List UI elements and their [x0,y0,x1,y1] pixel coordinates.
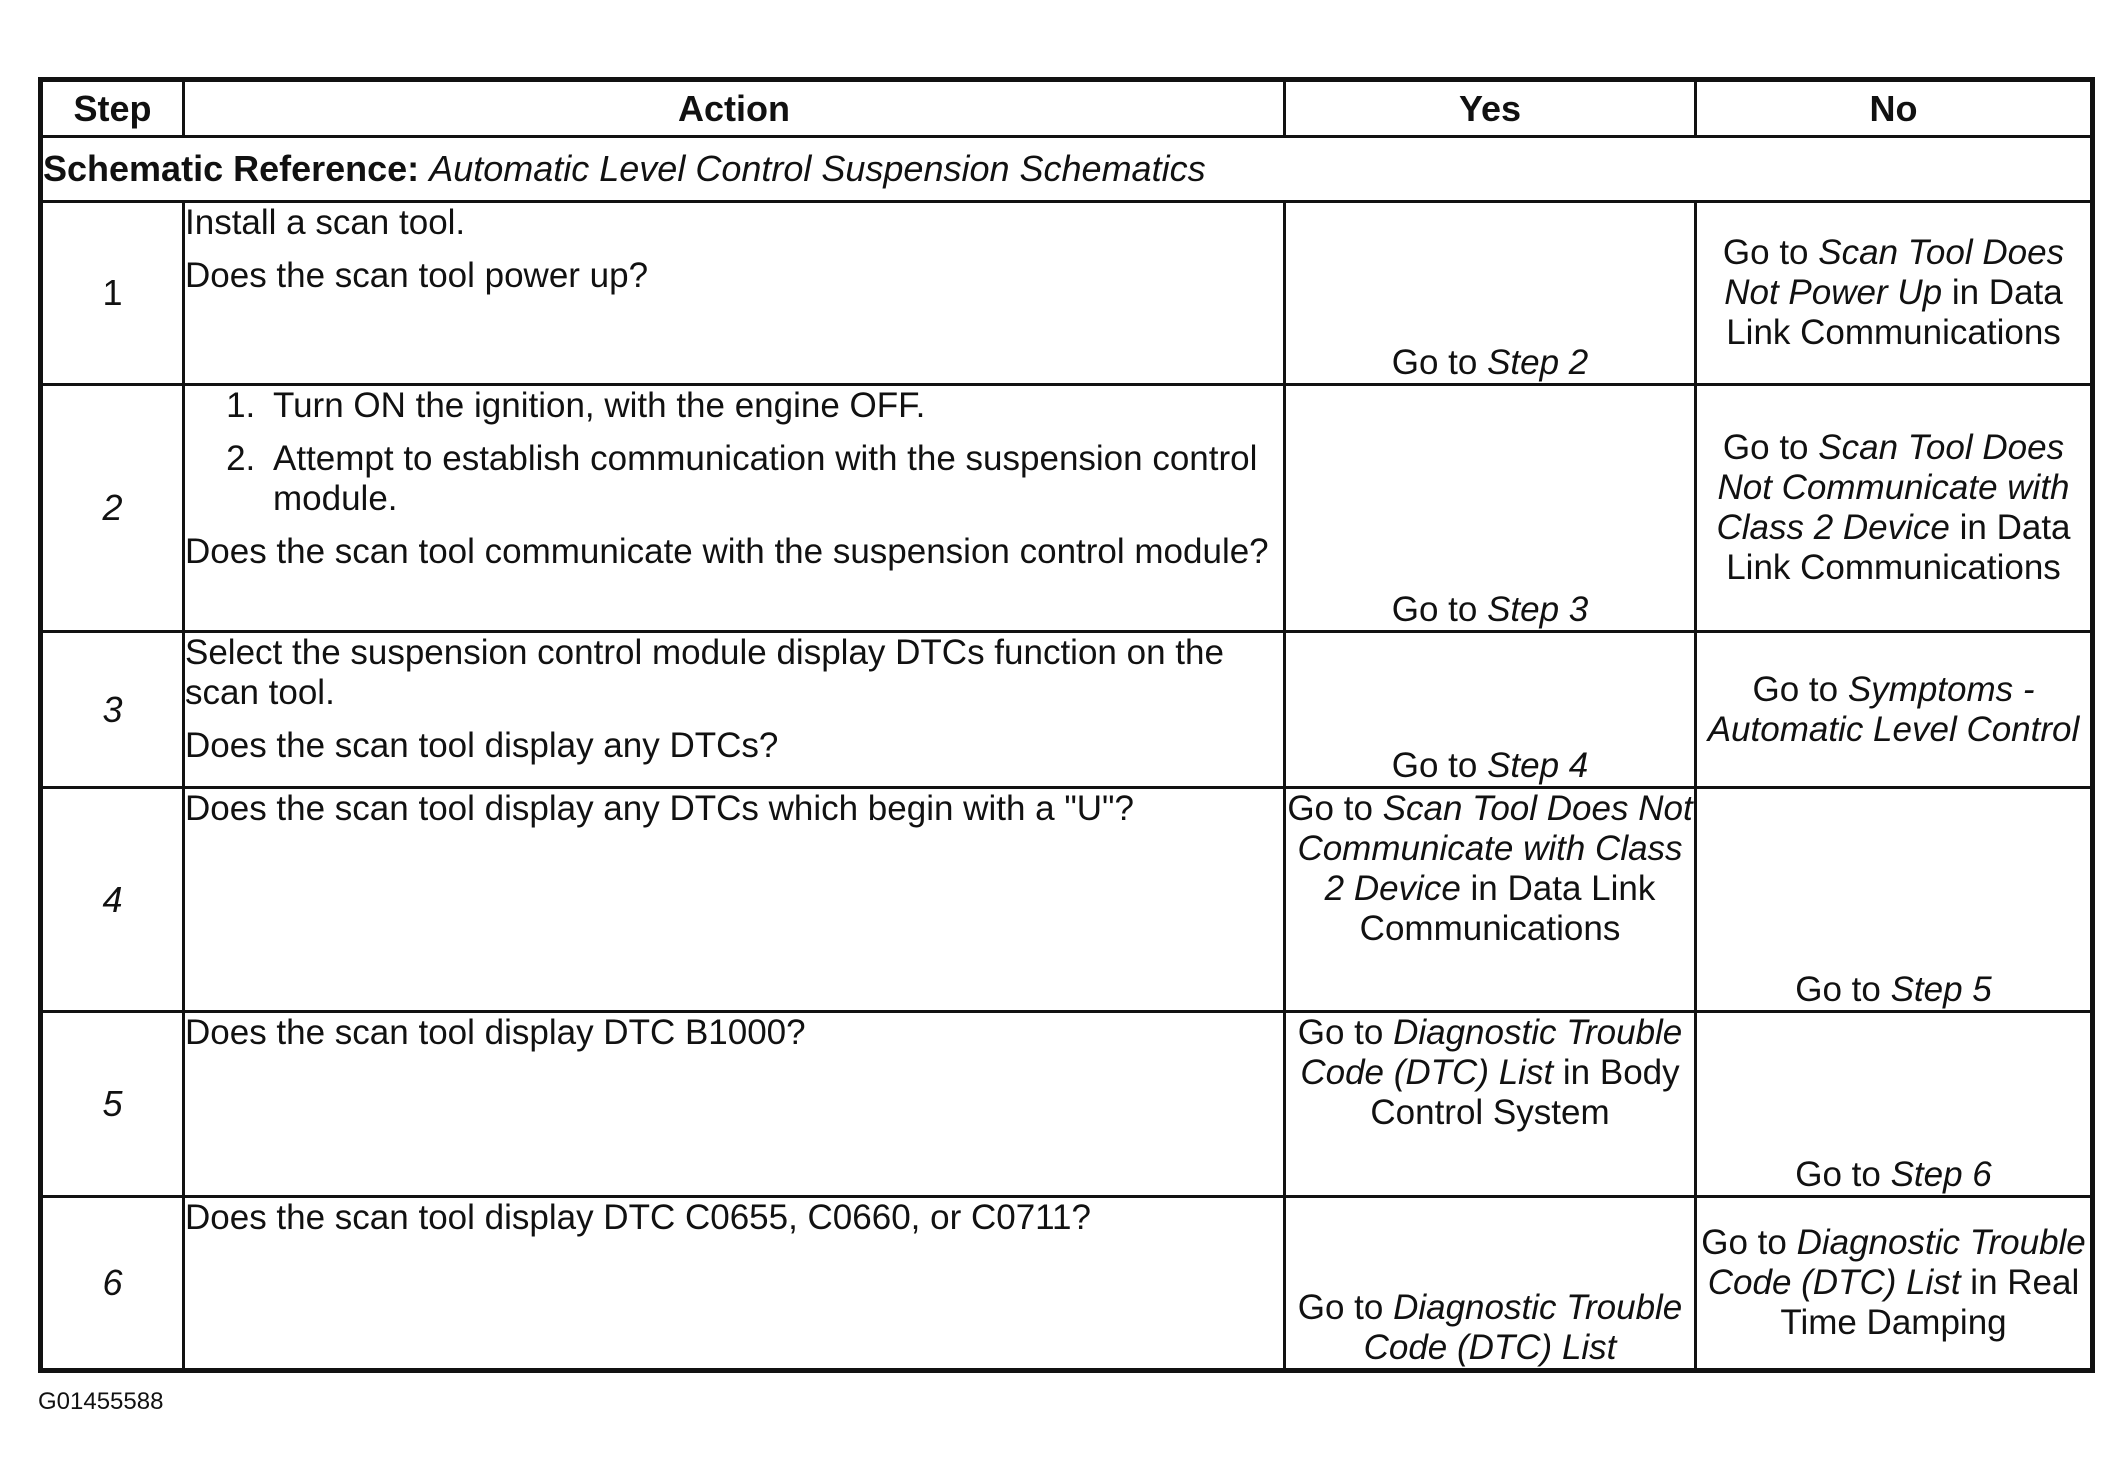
action-cell [184,1012,1285,1197]
action-cell [184,632,1285,788]
location-text: in Body Control System [1370,1053,1680,1132]
action-cell [184,788,1285,1012]
no-cell [1696,202,2093,385]
goto-text: Go to [1722,428,1809,467]
step-number: 4 [41,788,184,1012]
action-steps-list [185,386,1283,519]
yes-cell [1285,632,1696,788]
action-text: Install a scan tool. [185,203,466,242]
schematic-link[interactable]: Automatic Level Control Suspension Schematics [429,148,1206,189]
header-yes: Yes [1285,80,1696,137]
step-number: 5 [41,1012,184,1197]
schematic-reference [41,137,2093,202]
table-row [41,202,2093,385]
goto-text: Go to [1391,343,1478,382]
header-step: Step [41,80,184,137]
procedure-link[interactable]: Diagnostic Trouble Code (DTC) List [1300,1013,1683,1092]
header-row [41,80,2093,137]
action-question: Does the scan tool display DTC C0655, C0660, or C0711? [185,1198,1091,1237]
step-number: 1 [41,202,184,385]
goto-text: Go to [1701,1223,1787,1262]
goto-text: Go to [1287,789,1373,828]
action-cell [184,202,1285,385]
action-cell [184,385,1285,632]
step-number: 2 [41,385,184,632]
no-cell [1696,788,2093,1012]
step-link[interactable]: Step 3 [1487,590,1589,629]
table-row [41,632,2093,788]
goto-text: Go to [1795,970,1881,1009]
yes-cell [1285,788,1696,1012]
goto-text: Go to [1391,590,1478,629]
table-row [41,385,2093,632]
step-number: 3 [41,632,184,788]
action-question: Does the scan tool display any DTCs which begin with a "U"? [185,789,1134,828]
diagnostic-table [38,77,2095,1373]
action-question: Does the scan tool communicate with the suspension control module? [185,532,1269,571]
table-row [41,1012,2093,1197]
location-text: in Data Link Communications [1359,869,1656,948]
goto-text: Go to [1795,1155,1881,1194]
procedure-link[interactable]: Diagnostic Trouble Code (DTC) List [1707,1223,2086,1302]
no-cell [1696,385,2093,632]
action-question: Does the scan tool display DTC B1000? [185,1013,806,1052]
goto-text: Go to [1297,1013,1384,1052]
action-question: Does the scan tool display any DTCs? [185,726,779,765]
procedure-link[interactable]: Scan Tool Does Not Communicate with Class 2 Device [1297,789,1693,908]
procedure-link[interactable]: Scan Tool Does Not Communicate with Class 2 Device [1716,428,2070,547]
action-cell [184,1197,1285,1371]
yes-cell [1285,1012,1696,1197]
goto-text: Go to [1722,233,1809,272]
no-cell [1696,1197,2093,1371]
schematic-label: Schematic Reference: [43,148,420,189]
step-link[interactable]: Step 6 [1890,1155,1992,1194]
step-link[interactable]: Step 4 [1487,746,1589,785]
location-text: in Data Link Communications [1726,273,2063,352]
figure-id: G01455588 [38,1388,164,1415]
action-step: 1. Turn ON the ignition, with the engine OFF. [265,386,1283,426]
procedure-link[interactable]: Scan Tool Does Not Power Up [1724,233,2065,312]
location-text: in Data Link Communications [1726,508,2071,587]
action-question: Does the scan tool power up? [185,256,649,295]
no-cell [1696,1012,2093,1197]
yes-cell [1285,1197,1696,1371]
table-row [41,788,2093,1012]
header-action: Action [184,80,1285,137]
goto-text: Go to [1391,746,1478,785]
location-text: in Real Time Damping [1780,1263,2080,1342]
step-number: 6 [41,1197,184,1371]
step-link[interactable]: Step 5 [1890,970,1992,1009]
schematic-row [41,137,2093,202]
procedure-link[interactable]: Symptoms - Automatic Level Control [1707,669,2080,749]
table-row [41,1197,2093,1371]
action-step: 2. Attempt to establish communication with the suspension control module. [265,439,1283,519]
step-link[interactable]: Step 2 [1487,343,1589,382]
yes-cell [1285,385,1696,632]
yes-cell [1285,202,1696,385]
no-cell [1696,632,2093,788]
goto-text: Go to [1297,1288,1384,1327]
header-no: No [1696,80,2093,137]
procedure-link[interactable]: Diagnostic Trouble Code (DTC) List [1363,1288,1683,1367]
goto-text: Go to [1752,669,1839,709]
action-text: Select the suspension control module display DTCs function on the scan tool. [185,633,1224,712]
